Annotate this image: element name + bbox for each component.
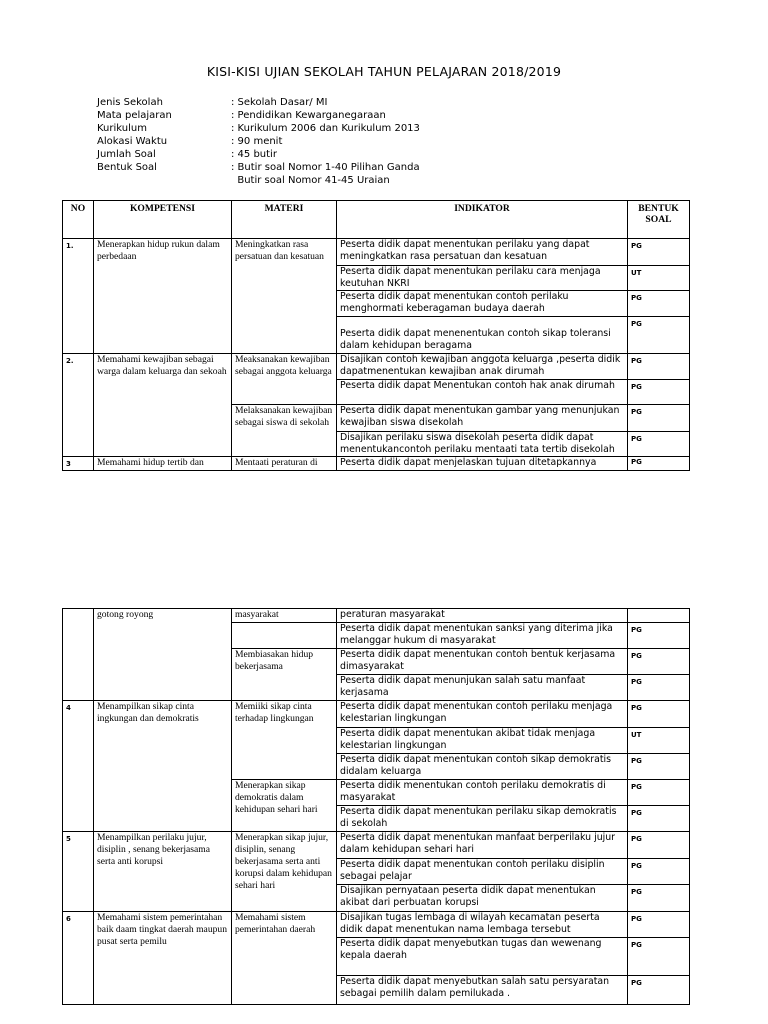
table-row [63, 609, 690, 623]
info-row [97, 148, 420, 161]
row-number [63, 623, 94, 701]
bentuk-soal-cell: PG [628, 405, 690, 432]
bentuk-soal-cell: PG [628, 938, 690, 976]
info-label: Alokasi Waktu [97, 136, 168, 147]
info-label: Kurikulum [97, 123, 147, 134]
bentuk-soal-cell: PG [628, 317, 690, 354]
materi-cell: masyarakat [232, 609, 337, 623]
info-value: : Butir soal Nomor 1-40 Pilihan Ganda [231, 162, 420, 173]
info-value: : Kurikulum 2006 dan Kurikulum 2013 [231, 123, 420, 134]
indikator-cell: Peserta didik dapat menentukan contoh bentuk kerjasama dimasyarakat [337, 649, 628, 675]
bentuk-soal-cell: PG [628, 754, 690, 780]
row-number: 3 [63, 457, 94, 471]
table-row [63, 912, 690, 938]
bentuk-soal-cell: PG [628, 976, 690, 1005]
materi-cell: Meningkatkan rasa persatuan dan kesatuan [232, 239, 337, 354]
bentuk-soal-cell: PG [628, 457, 690, 471]
table-row [63, 354, 690, 380]
info-row [97, 135, 420, 148]
indikator-cell: Peserta didik dapat Menentukan contoh hak anak dirumah [337, 380, 628, 405]
bentuk-soal-cell: PG [628, 675, 690, 701]
kompetensi-cell: Menerapkan hidup rukun dalam perbedaan [94, 239, 232, 354]
table-row [63, 623, 690, 649]
row-number: 2. [63, 354, 94, 457]
kompetensi-cell: Menampilkan perilaku jujur, disiplin , senang bekerjasama serta anti korupsi [94, 832, 232, 912]
materi-cell [232, 623, 337, 649]
table-header-row [63, 201, 690, 239]
table-row [63, 701, 690, 728]
indikator-cell: Disajikan pernyataan peserta didik dapat menentukan akibat dari perbuatan korupsi [337, 885, 628, 912]
info-label: Mata pelajaran [97, 110, 172, 121]
page-title: KISI-KISI UJIAN SEKOLAH TAHUN PELAJARAN 2018/2019 [206, 64, 562, 79]
document-info [97, 96, 420, 187]
indikator-cell: Peserta didik dapat menentukan contoh perilaku disiplin sebagai pelajar [337, 859, 628, 885]
materi-cell: Mentaati peraturan di [232, 457, 337, 471]
indikator-cell: peraturan masyarakat [337, 609, 628, 623]
indikator-cell: Disajikan contoh kewajiban anggota keluarga ,peserta didik dapatmenentukan kewajiban anak dirumah [337, 354, 628, 380]
table-row [63, 832, 690, 859]
bentuk-soal-cell: UT [628, 728, 690, 754]
indikator-cell: Peserta didik dapat menjelaskan tujuan ditetapkannya [337, 457, 628, 471]
table-row [63, 239, 690, 266]
bentuk-soal-cell: PG [628, 859, 690, 885]
header-bentuk-soal: BENTUK SOAL [628, 201, 690, 239]
materi-cell: Memahami sistem pemerintahan daerah [232, 912, 337, 1005]
kompetensi-cell: Memahami hidup tertib dan [94, 457, 232, 471]
indikator-cell: Peserta didik dapat menyebutkan salah satu persyaratan sebagai pemilih dalam pemilukada . [337, 976, 628, 1005]
indikator-cell: Peserta didik dapat menentukan contoh sikap demokratis didalam keluarga [337, 754, 628, 780]
bentuk-soal-cell: PG [628, 239, 690, 266]
info-value: : 45 butir [231, 149, 277, 160]
kompetensi-cell: Memahami sistem pemerintahan baik daam tingkat daerah maupun pusat serta pemilu [94, 912, 232, 1005]
indikator-cell: Peserta didik dapat menentukan contoh perilaku menghormati keberagaman budaya daerah [337, 291, 628, 317]
kompetensi-cell: Menampilkan sikap cinta ingkungan dan demokratis [94, 701, 232, 832]
indikator-cell: Peserta didik dapat menenentukan contoh sikap toleransi dalam kehidupan beragama [337, 317, 628, 354]
materi-cell: Meaksanakan kewajiban sebagai anggota keluarga [232, 354, 337, 405]
info-label: Jenis Sekolah [97, 97, 163, 108]
bentuk-soal-cell [628, 609, 690, 623]
materi-cell: Membiasakan hidup bekerjasama [232, 649, 337, 701]
header-kompetensi: KOMPETENSI [94, 201, 232, 239]
info-row [97, 122, 420, 135]
materi-cell: Menerapkan sikap demokratis dalam kehidupan sehari hari [232, 780, 337, 832]
info-value: : 90 menit [231, 136, 283, 147]
kisi-table-page-1 [62, 200, 690, 471]
info-row [97, 174, 420, 187]
bentuk-soal-cell: PG [628, 380, 690, 405]
indikator-cell: Peserta didik dapat menentukan perilaku sikap demokratis di sekolah [337, 806, 628, 832]
indikator-cell: Disajikan tugas lembaga di wilayah kecamatan peserta didik dapat menentukan nama lembaga tersebut [337, 912, 628, 938]
bentuk-soal-cell: UT [628, 266, 690, 291]
indikator-cell: Peserta didik dapat menentukan perilaku yang dapat meningkatkan rasa persatuan dan kesatuan [337, 239, 628, 266]
bentuk-soal-cell: PG [628, 432, 690, 457]
indikator-cell: Peserta didik dapat menentukan sanksi yang diterima jika melanggar hukum di masyarakat [337, 623, 628, 649]
header-materi: MATERI [232, 201, 337, 239]
kompetensi-cell: gotong royong [94, 609, 232, 623]
indikator-cell: Peserta didik dapat menentukan contoh perilaku menjaga kelestarian lingkungan [337, 701, 628, 728]
materi-cell: Memiiki sikap cinta terhadap lingkungan [232, 701, 337, 780]
info-label [97, 174, 231, 187]
indikator-cell: Peserta didik menentukan contoh perilaku demokratis di masyarakat [337, 780, 628, 806]
bentuk-soal-cell: PG [628, 885, 690, 912]
bentuk-soal-cell: PG [628, 806, 690, 832]
header-no: NO [63, 201, 94, 239]
indikator-cell: Peserta didik dapat menentukan manfaat berperilaku jujur dalam kehidupan sehari hari [337, 832, 628, 859]
bentuk-soal-cell: PG [628, 701, 690, 728]
bentuk-soal-cell: PG [628, 780, 690, 806]
indikator-cell: Peserta didik dapat menyebutkan tugas dan wewenang kepala daerah [337, 938, 628, 976]
bentuk-soal-cell: PG [628, 623, 690, 649]
info-label: Jumlah Soal [97, 149, 156, 160]
info-value: : Pendidikan Kewarganegaraan [231, 110, 386, 121]
indikator-cell: Peserta didik dapat menentukan perilaku cara menjaga keutuhan NKRI [337, 266, 628, 291]
kompetensi-cell [94, 623, 232, 701]
info-value: Butir soal Nomor 41-45 Uraian [231, 175, 390, 186]
info-row [97, 161, 420, 174]
materi-cell: Menerapkan sikap jujur, disiplin, senang bekerjasama serta anti korupsi dalam kehidupan sehari hari [232, 832, 337, 912]
info-row [97, 109, 420, 122]
kisi-table-page-2 [62, 608, 690, 1005]
row-number: 5 [63, 832, 94, 912]
info-label: Bentuk Soal [97, 162, 157, 173]
bentuk-soal-cell: PG [628, 649, 690, 675]
bentuk-soal-cell: PG [628, 291, 690, 317]
header-indikator: INDIKATOR [337, 201, 628, 239]
bentuk-soal-cell: PG [628, 354, 690, 380]
bentuk-soal-cell: PG [628, 912, 690, 938]
info-row [97, 96, 420, 109]
row-number: 4 [63, 701, 94, 832]
row-number: 1. [63, 239, 94, 354]
materi-cell: Melaksanakan kewajiban sebagai siswa di sekolah [232, 405, 337, 457]
info-value: : Sekolah Dasar/ MI [231, 97, 328, 108]
row-number: 6 [63, 912, 94, 1005]
indikator-cell: Peserta didik dapat menunjukan salah satu manfaat kerjasama [337, 675, 628, 701]
indikator-cell: Disajikan perilaku siswa disekolah peserta didik dapat menentukancontoh perilaku mentaati tata tertib disekolah [337, 432, 628, 457]
indikator-cell: Peserta didik dapat menentukan gambar yang menunjukan kewajiban siswa disekolah [337, 405, 628, 432]
kompetensi-cell: Memahami kewajiban sebagai warga dalam keluarga dan sekoah [94, 354, 232, 457]
row-number [63, 609, 94, 623]
bentuk-soal-cell: PG [628, 832, 690, 859]
table-row [63, 457, 690, 471]
indikator-cell: Peserta didik dapat menentukan akibat tidak menjaga kelestarian lingkungan [337, 728, 628, 754]
